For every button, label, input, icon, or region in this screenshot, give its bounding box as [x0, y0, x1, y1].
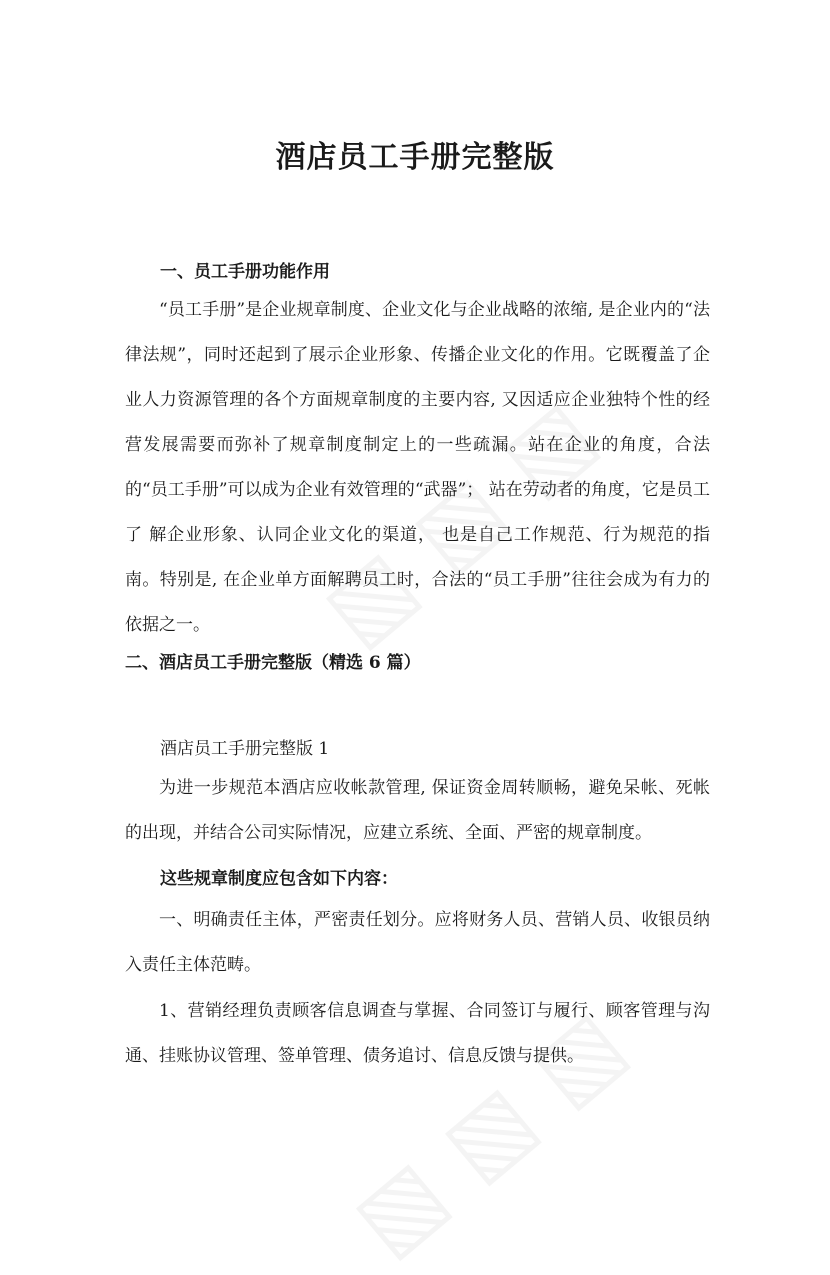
section-heading-1: 一、员工手册功能作用: [160, 262, 330, 282]
article-bold-line: 这些规章制度应包含如下内容：: [160, 869, 398, 889]
section-heading-2: 二、酒店员工手册完整版（精选 6 篇）: [125, 653, 421, 673]
article-paragraph-3: 1、营销经理负责顾客信息调查与掌握、合同签订与履行、顾客管理与沟通、挂账协议管理、签单管理、债务追讨、信息反馈与提供。: [125, 1001, 710, 1066]
article-subtitle: 酒店员工手册完整版 1: [160, 739, 330, 759]
article-paragraph-1: 为进一步规范本酒店应收帐款管理, 保证资金周转顺畅，避免呆帐、死帐的出现，并结合公司实际情况，应建立系统、全面、严密的规章制度。: [125, 778, 710, 843]
document-title: 酒店员工手册完整版: [275, 140, 555, 175]
section-1-paragraph: “员工手册”是企业规章制度、企业文化与企业战略的浓缩, 是企业内的“法律法规”，同时还起到了展示企业形象、传播企业文化的作用。它既覆盖了企业人力资源管理的各个方面规章制度的主要内容, 又因适应企业独特个性的经营发展需要而弥补了规章制度制定上的一些疏漏。站在企业的角度，合法的“员工手册”可以成为企业有效管理的“武器”； 站在劳动者的角度，它是员工了 解企业形象、认同企业文化的渠道， 也是自己工作规范、行为规范的指南。特别是, 在企业单方面解聘员工时，合法的“员工手册”往往会成为有力的依据之一。: [125, 300, 710, 635]
article-paragraph-2: 一、明确责任主体，严密责任划分。应将财务人员、营销人员、收银员纳入责任主体范畴。: [125, 910, 710, 975]
